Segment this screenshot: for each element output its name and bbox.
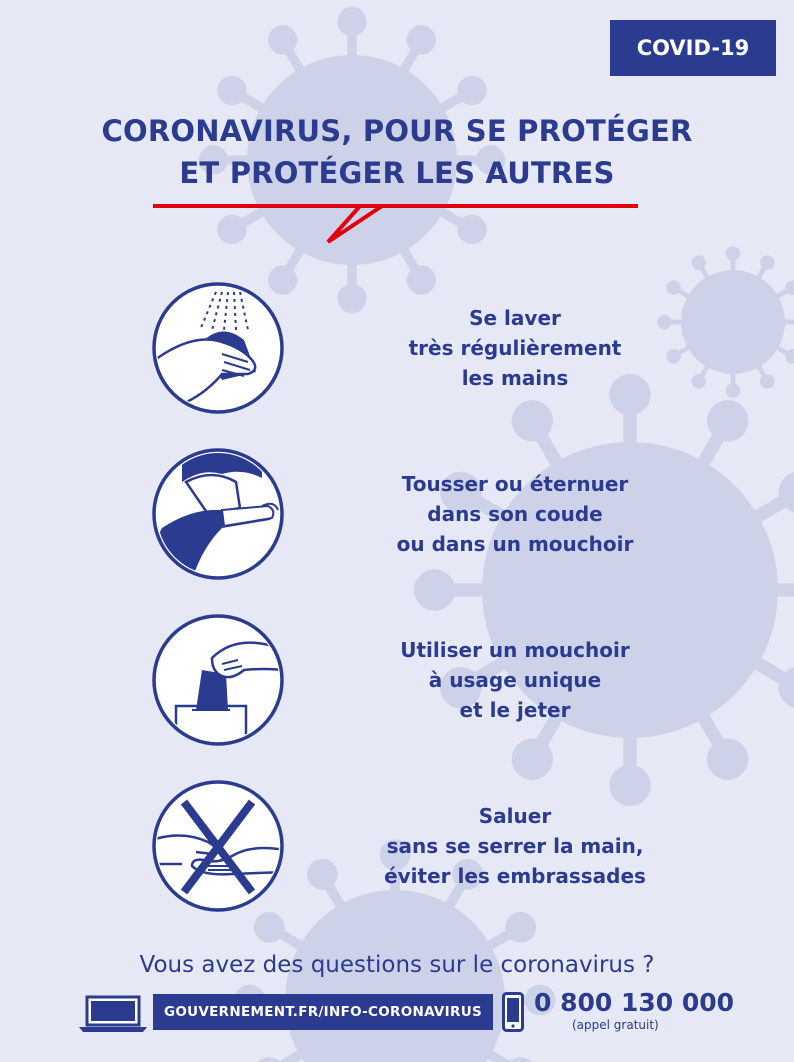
advice-item-tissue — [150, 614, 710, 754]
hand-washing-icon — [152, 282, 284, 414]
page-title — [40, 110, 754, 194]
advice-item-no-handshake — [150, 780, 710, 920]
questions-heading: Vous avez des questions sur le coronavirus ? — [139, 952, 655, 978]
advice-text-2 — [320, 448, 710, 580]
speech-bubble-underline-icon — [150, 196, 650, 256]
advice-text-4 — [320, 780, 710, 912]
advice-1-line-1: Se laver — [469, 306, 561, 330]
tissue-icon — [152, 614, 284, 746]
advice-3-line-2: à usage unique — [428, 668, 602, 692]
title-line-2: ET PROTÉGER LES AUTRES — [179, 156, 615, 190]
smartphone-icon — [502, 992, 524, 1032]
no-handshake-icon — [152, 780, 284, 912]
advice-2-line-3: ou dans un mouchoir — [396, 532, 634, 556]
advice-1-line-2: très régulièrement — [408, 336, 622, 360]
advice-text-1 — [320, 282, 710, 414]
info-coronavirus-link[interactable]: GOUVERNEMENT.FR/INFO-CORONAVIRUS — [153, 994, 493, 1030]
advice-3-line-3: et le jeter — [459, 698, 571, 722]
advice-2-line-1: Tousser ou éternuer — [401, 472, 629, 496]
advice-3-line-1: Utiliser un mouchoir — [400, 638, 630, 662]
advice-4-line-3: éviter les embrassades — [384, 864, 646, 888]
advice-2-line-2: dans son coude — [427, 502, 603, 526]
phone-note: (appel gratuit) — [572, 1018, 659, 1032]
advice-4-line-2: sans se serrer la main, — [386, 834, 644, 858]
title-line-1: CORONAVIRUS, POUR SE PROTÉGER — [101, 114, 693, 148]
cough-elbow-icon — [152, 448, 284, 580]
laptop-icon — [78, 994, 148, 1034]
phone-number[interactable]: 0 800 130 000 — [534, 988, 735, 1017]
advice-item-wash-hands — [150, 282, 710, 422]
covid-badge: COVID-19 — [610, 20, 776, 76]
advice-item-cough-elbow — [150, 448, 710, 588]
advice-text-3 — [320, 614, 710, 746]
advice-4-line-1: Saluer — [478, 804, 552, 828]
advice-1-line-3: les mains — [461, 366, 569, 390]
